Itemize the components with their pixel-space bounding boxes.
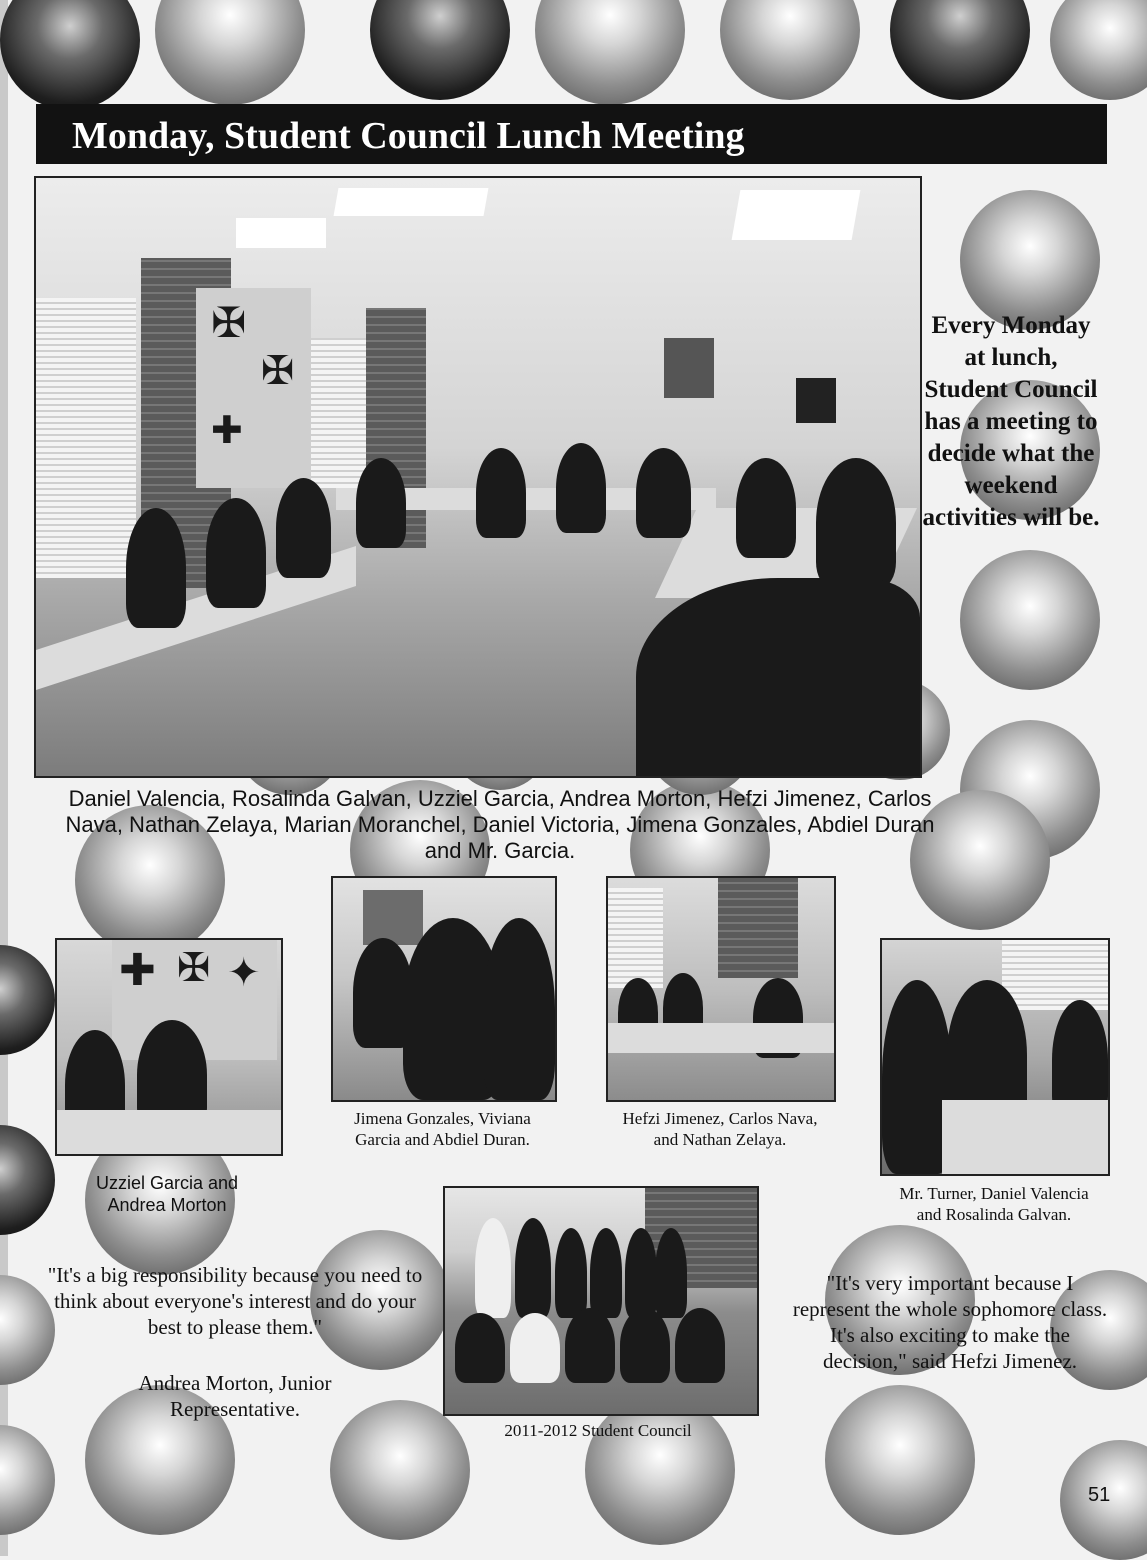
student-figure [565, 1308, 615, 1383]
student-figure [590, 1228, 622, 1318]
main-photo [34, 176, 922, 778]
photo-turner-daniel-rosalinda [880, 938, 1110, 1176]
window-blinds [311, 338, 366, 488]
decorative-circle [960, 550, 1100, 690]
student-figure [515, 1218, 551, 1318]
student-figure [625, 1228, 657, 1318]
side-description: Every Monday at lunch, Student Council has a meeting to decide what the weekend activities will be. [922, 312, 1100, 531]
decorative-circle [535, 0, 685, 105]
wall-picture-frame [664, 338, 714, 398]
student-figure [736, 458, 796, 558]
page-title: Monday, Student Council Lunch Meeting [72, 115, 745, 157]
student-figure [276, 478, 331, 578]
student-figure [455, 1313, 505, 1383]
cross-decoration: ✚ [119, 945, 156, 996]
decorative-circle [0, 0, 140, 110]
ceiling-light [334, 188, 489, 216]
decorative-circle [370, 0, 510, 100]
wall-picture-frame [363, 890, 423, 945]
student-figure [356, 458, 406, 548]
student-figure [816, 458, 896, 588]
photo-uzziel-andrea [55, 938, 283, 1156]
cross-decoration: ✦ [227, 950, 261, 996]
table [608, 1023, 834, 1053]
caption-photo-3: Hefzi Jimenez, Carlos Nava, and Nathan Zelaya. [622, 1109, 818, 1149]
decorative-circle [960, 190, 1100, 330]
table [942, 1100, 1108, 1174]
caption-photo-4: Mr. Turner, Daniel Valencia and Rosalinda Galvan. [899, 1184, 1089, 1224]
caption-photo-1: Uzziel Garcia and Andrea Morton [95, 1173, 239, 1215]
caption-group-photo: 2011-2012 Student Council [504, 1421, 692, 1440]
ceiling-light [732, 190, 861, 240]
teacher-figure [636, 578, 920, 776]
photo-hefzi-carlos-nathan [606, 876, 836, 1102]
student-figure [675, 1308, 725, 1383]
quote-left-attribution: Andrea Morton, Junior Representative. [138, 1371, 332, 1421]
decorative-circle [0, 1125, 55, 1235]
decorative-circle [155, 0, 305, 105]
decorative-circle [0, 1425, 55, 1535]
decorative-circle [0, 945, 55, 1055]
window-blinds [1002, 940, 1108, 1010]
decorative-circle [1050, 0, 1147, 100]
photo-jimena-viviana-abdiel [331, 876, 557, 1102]
quote-right: "It's very important because I represent the whole sophomore class. It's also exciting to make the decision," said Hefzi Jimenez. [792, 1271, 1108, 1373]
title-bar [36, 104, 1107, 164]
group-photo-student-council [443, 1186, 759, 1416]
table [57, 1110, 281, 1154]
student-figure [126, 508, 186, 628]
student-figure [620, 1308, 670, 1383]
student-figure [636, 448, 691, 538]
student-figure [476, 448, 526, 538]
student-figure [475, 1218, 511, 1318]
ceiling-light [236, 218, 326, 248]
window-blinds [36, 298, 136, 578]
cross-decoration: ✠ [261, 348, 295, 394]
main-photo-caption: Daniel Valencia, Rosalinda Galvan, Uzziel Garcia, Andrea Morton, Hefzi Jimenez, Carlos Nava, Nathan Zelaya, Marian Moranchel, Daniel Victoria, Jimena Gonzales, Abdiel Duran and Mr. Garcia. [65, 786, 935, 863]
caption-photo-2: Jimena Gonzales, Viviana Garcia and Abdiel Duran. [354, 1109, 531, 1149]
quote-left: "It's a big responsibility because you need to think about everyone's interest and do your best to please them." [47, 1263, 423, 1339]
page-number: 51 [1088, 1484, 1111, 1506]
student-figure [206, 498, 266, 608]
decorative-circle [890, 0, 1030, 100]
decorative-circle [825, 1385, 975, 1535]
decorative-circle [720, 0, 860, 100]
cross-decoration: ✠ [177, 945, 211, 991]
cross-decoration: ✠ [211, 298, 247, 347]
cross-decoration: ✚ [211, 408, 243, 452]
student-figure [556, 443, 606, 533]
student-figure [555, 1228, 587, 1318]
brick-column [718, 878, 798, 978]
student-figure [655, 1228, 687, 1318]
wall-poster [796, 378, 836, 423]
decorative-circle [585, 1395, 735, 1545]
student-figure [483, 918, 555, 1100]
window-blinds [608, 888, 663, 988]
student-figure [510, 1313, 560, 1383]
